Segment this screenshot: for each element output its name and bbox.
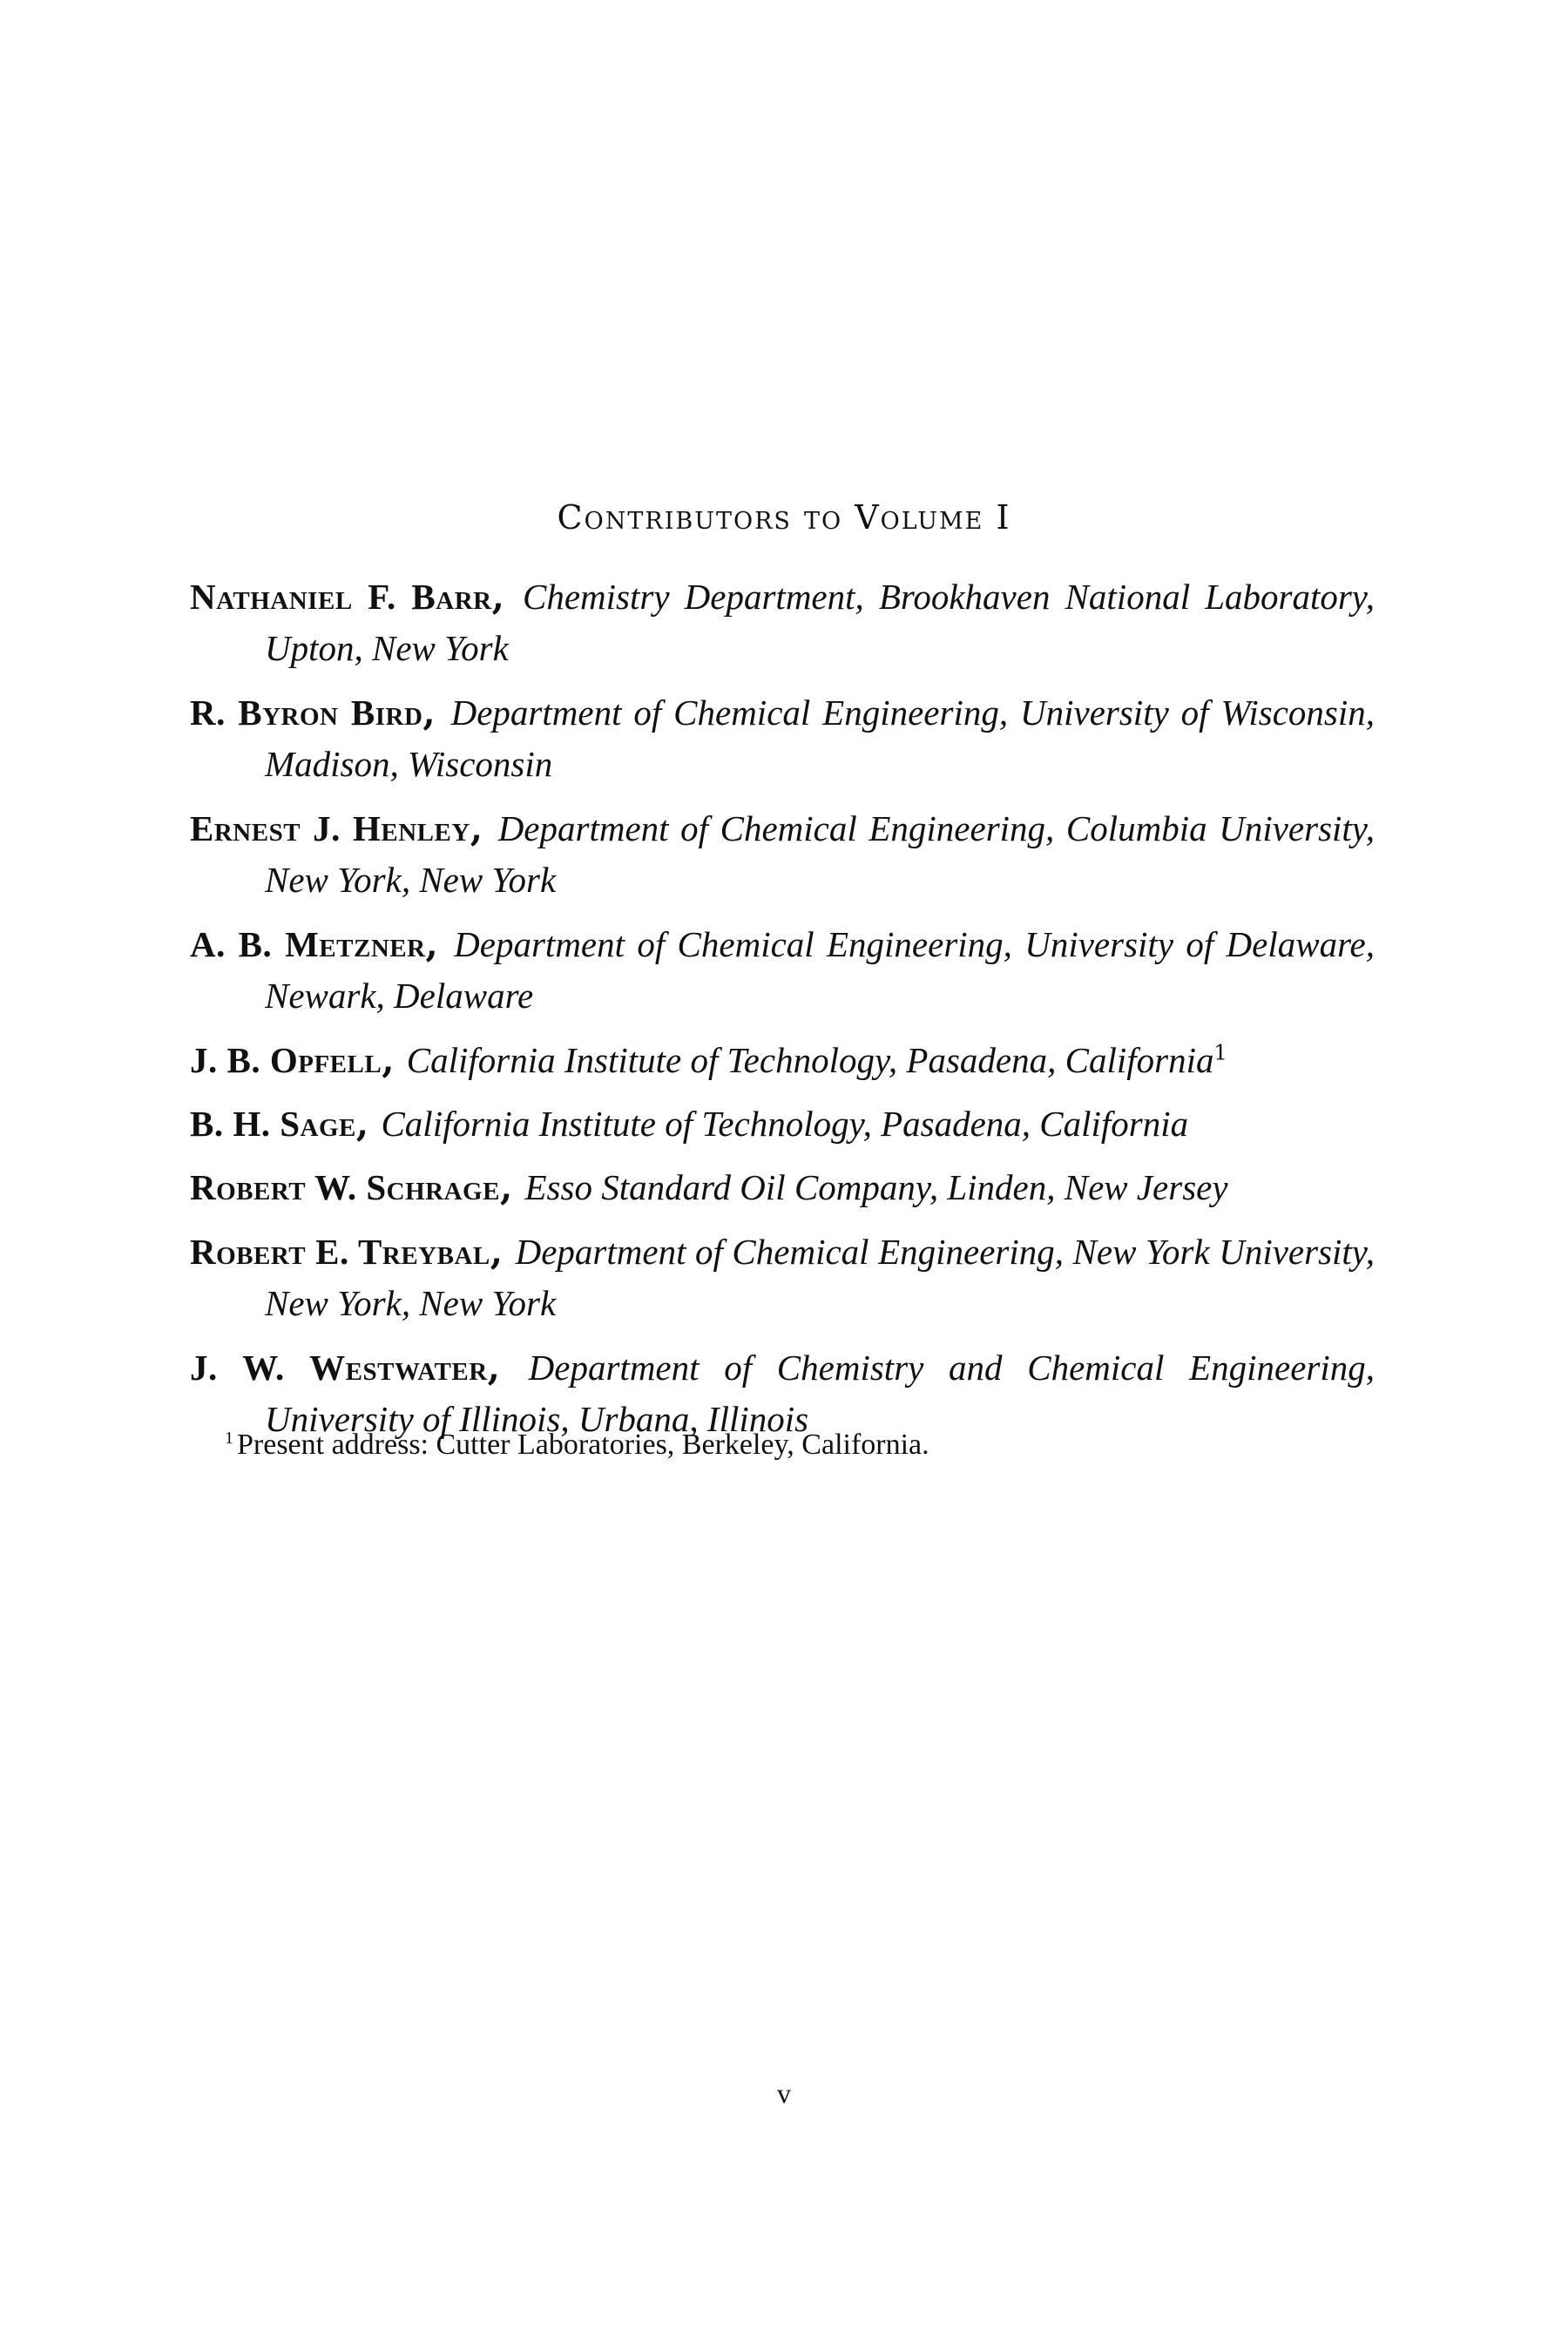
footnote [225,1429,929,1462]
contributor-affiliation: California Institute of Technology, Pasadena, California [381,1103,1189,1144]
contributor-entry: Ernest J. Henley, Department of Chemical Engineering, Columbia University, New York, New York [190,807,1375,901]
contributor-entry: J. B. Opfell, California Institute of Technology, Pasadena, California$^1$ [190,1038,1227,1081]
footnote-reference: 1 [1213,1039,1227,1064]
contributor-name: Robert W. Schrage [190,1167,500,1208]
contributor-name: J. B. Opfell [190,1039,382,1080]
footnote-mark: 1 [225,1428,233,1448]
contributor-name: Robert E. Treybal [190,1231,490,1272]
contributor-affiliation: Esso Standard Oil Company, Linden, New Jersey [524,1167,1228,1208]
page-number: v [777,2077,791,2109]
contributor-affiliation: Department of Chemical Engineering, University of Wisconsin, Madison, Wisconsin [265,692,1375,785]
contributor-affiliation: Department of Chemistry and Chemical Engineering, University of Illinois, Urbana, Illinois [265,1347,1375,1440]
contributor-name: Nathaniel F. Barr [190,577,492,617]
contributor-name: Ernest J. Henley [190,807,470,848]
contributor-name: A. B. Metzner [190,923,426,964]
contributor-affiliation: Chemistry Department, Brookhaven National Laboratory, Upton, New York [265,577,1375,669]
footnote-text: Present address: Cutter Laboratories, Berkeley, California. [237,1429,929,1461]
contributor-list [190,571,1375,1458]
page-heading: Contributors to Volume I [557,498,1011,537]
contributor-entry: R. Byron Bird, Department of Chemical Engineering, University of Wisconsin, Madison, Wisconsin [190,691,1375,785]
contributor-entry: J. W. Westwater, Department of Chemistry and Chemical Engineering, University of Illinois, Urbana, Illinois [190,1346,1375,1440]
contributor-affiliation: California Institute of Technology, Pasadena, California [406,1039,1214,1080]
contributor-affiliation: Department of Chemical Engineering, New York University, New York, New York [265,1231,1375,1324]
contributor-entry: B. H. Sage, California Institute of Technology, Pasadena, California [190,1102,1189,1145]
contributor-affiliation: Department of Chemical Engineering, University of Delaware, Newark, Delaware [265,923,1375,1017]
contributor-entry: A. B. Metzner, Department of Chemical Engineering, University of Delaware, Newark, Delaware [190,922,1375,1017]
contributor-entry: Nathaniel F. Barr, Chemistry Department, Brookhaven National Laboratory, Upton, New York [190,576,1375,669]
contributor-name: R. Byron Bird [190,692,423,733]
contributor-affiliation: Department of Chemical Engineering, Columbia University, New York, New York [265,807,1375,901]
contributor-name: J. W. Westwater [190,1347,488,1388]
contributor-entry: Robert E. Treybal, Department of Chemical Engineering, New York University, New York, New York [190,1230,1375,1324]
contributor-name: B. H. Sage [190,1103,356,1144]
contributor-entry: Robert W. Schrage, Esso Standard Oil Company, Linden, New Jersey [190,1166,1228,1209]
